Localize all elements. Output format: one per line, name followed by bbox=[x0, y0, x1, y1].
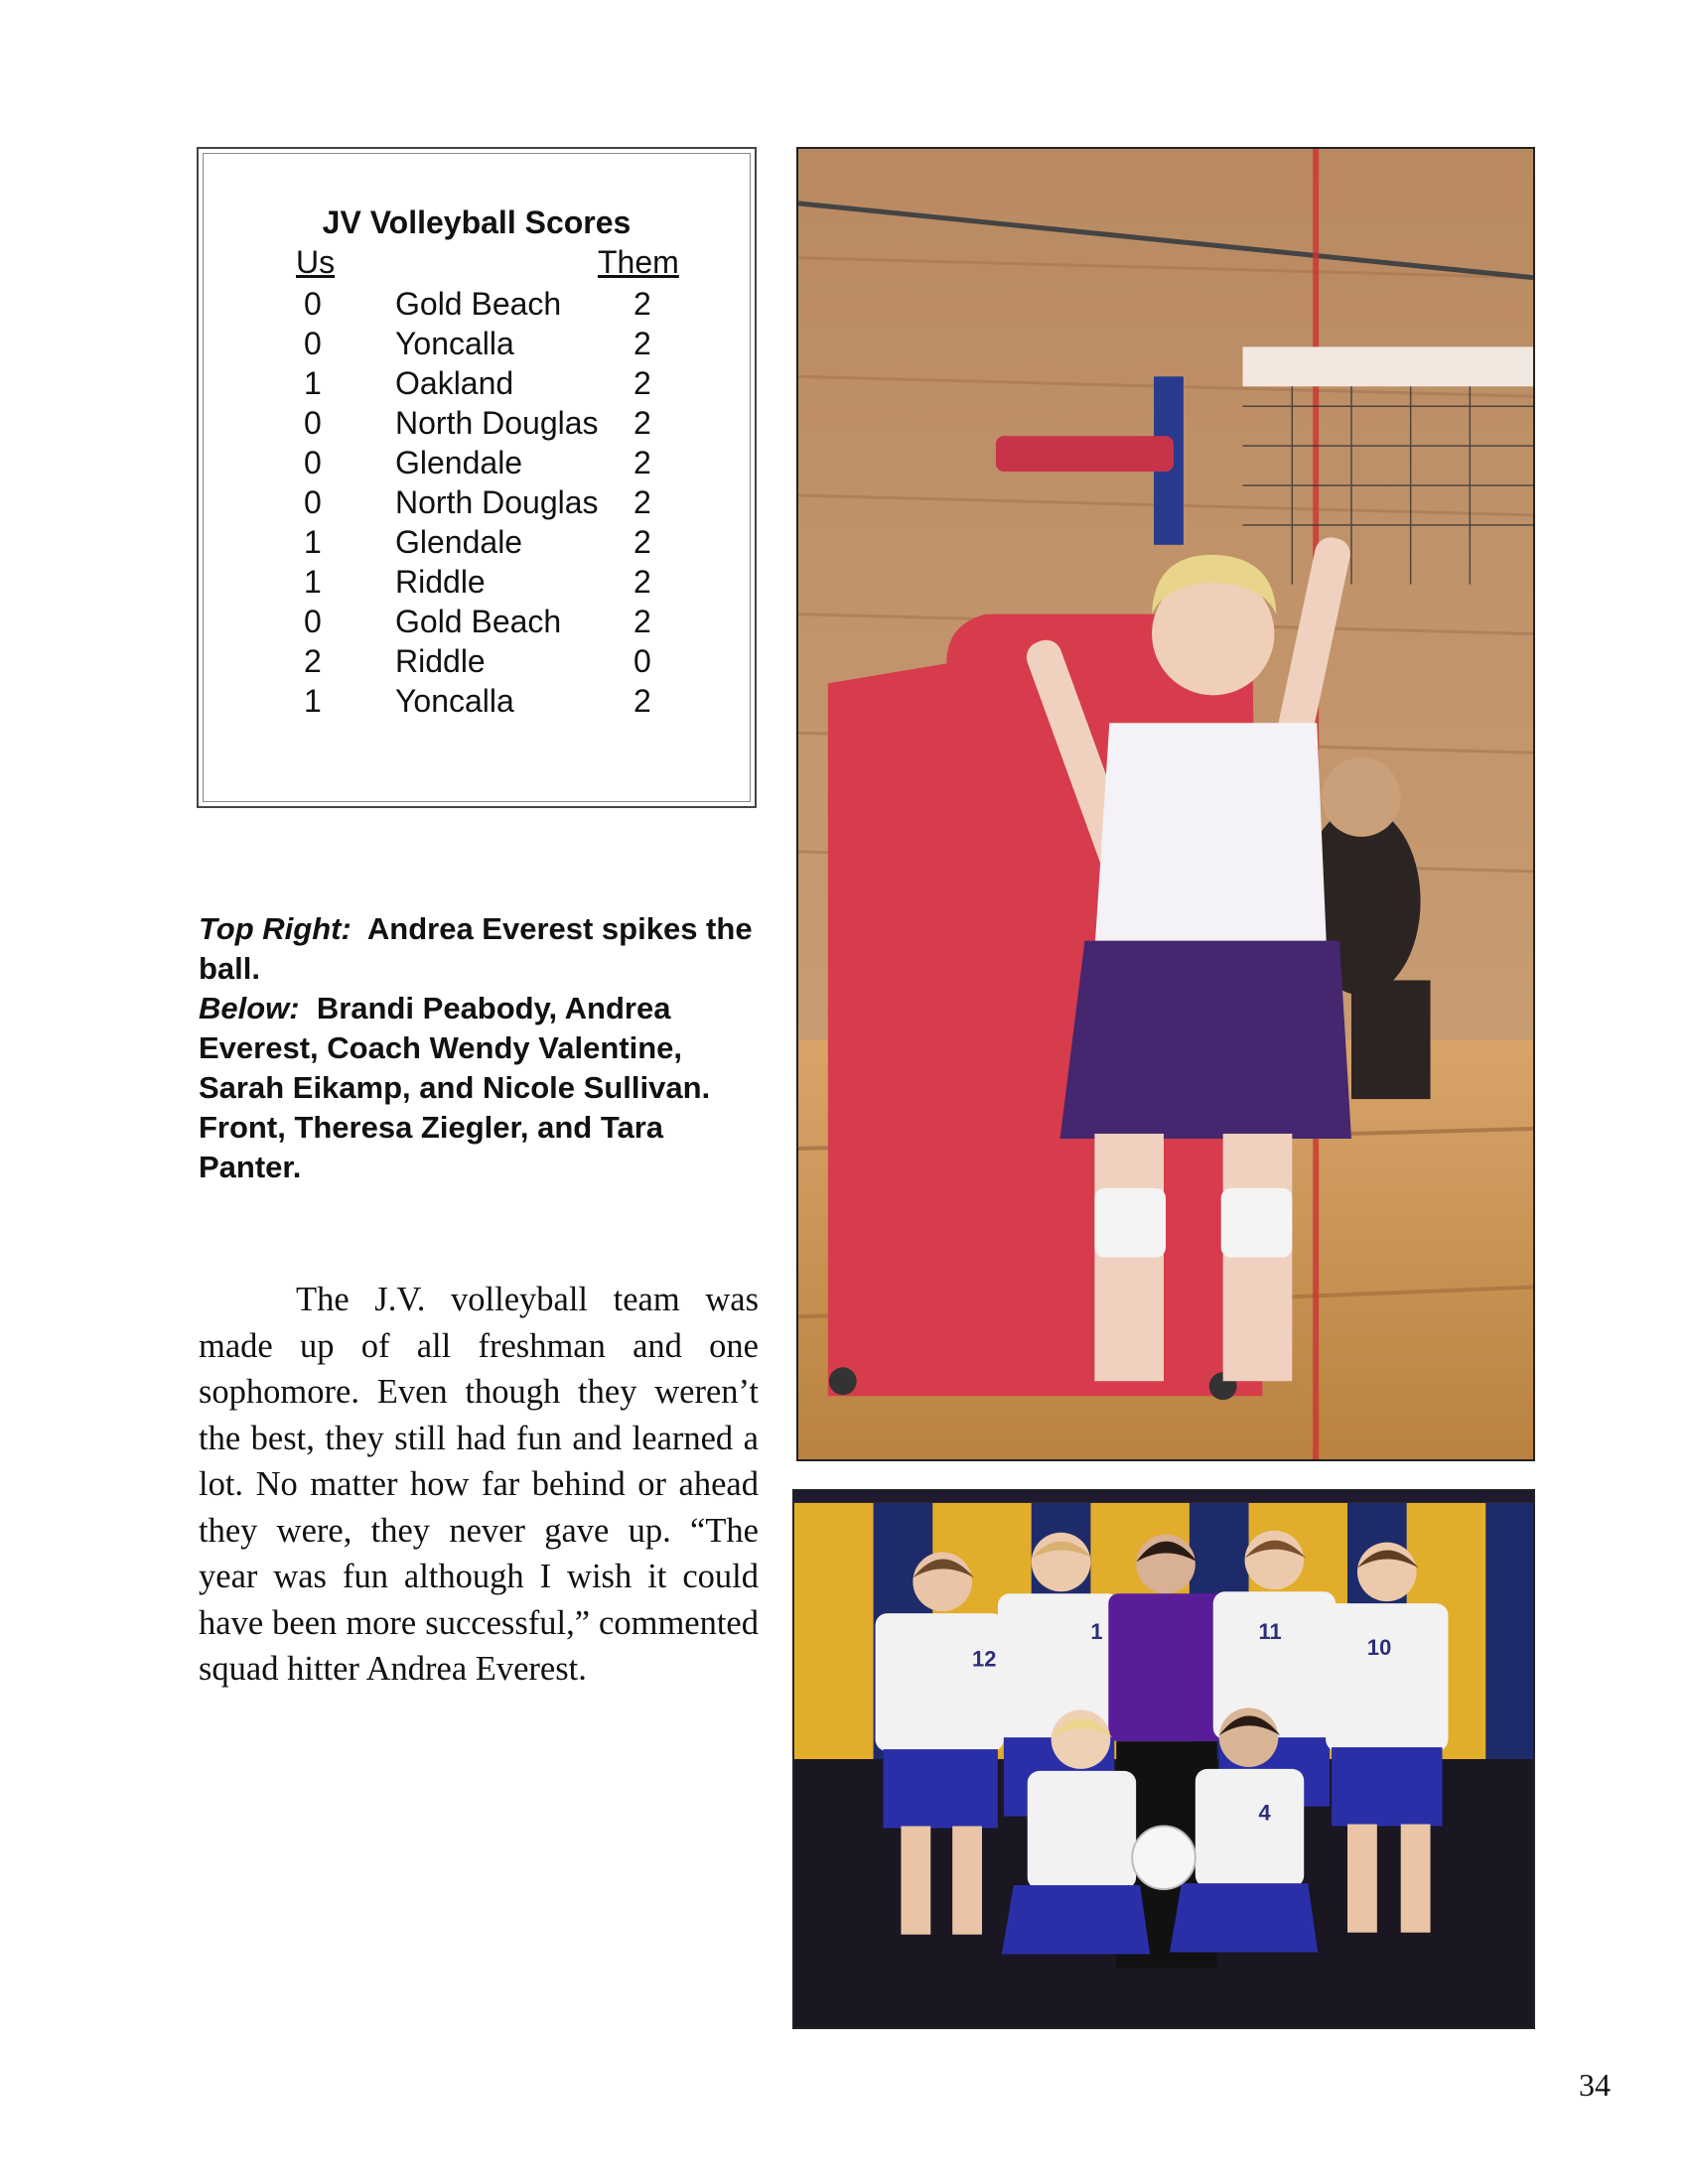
photo-team-illustration bbox=[794, 1491, 1533, 2027]
them-score: 2 bbox=[633, 524, 651, 560]
score-row bbox=[199, 681, 755, 721]
score-row bbox=[199, 403, 755, 443]
us-score: 1 bbox=[304, 564, 322, 600]
volleyball bbox=[1132, 1827, 1196, 1890]
column-header-them: Them bbox=[598, 244, 679, 280]
opponent: Yoncalla bbox=[395, 326, 514, 361]
score-row bbox=[199, 562, 755, 602]
them-score: 2 bbox=[633, 286, 651, 322]
opponent: Gold Beach bbox=[395, 286, 562, 322]
score-row bbox=[199, 443, 755, 482]
score-row bbox=[199, 482, 755, 522]
them-score: 2 bbox=[633, 405, 651, 441]
caption-top-text: Andrea Everest spikes the ball. bbox=[199, 911, 753, 986]
them-score: 2 bbox=[633, 326, 651, 361]
jersey-number: 4 bbox=[1258, 1800, 1271, 1826]
them-score: 2 bbox=[633, 604, 651, 639]
them-score: 2 bbox=[633, 365, 651, 401]
opponent: Oakland bbox=[395, 365, 514, 401]
opponent: North Douglas bbox=[395, 405, 599, 441]
them-score: 2 bbox=[633, 564, 651, 600]
them-score: 2 bbox=[633, 445, 651, 480]
score-row bbox=[199, 284, 755, 324]
us-score: 0 bbox=[304, 405, 322, 441]
opponent: Glendale bbox=[395, 445, 523, 480]
jersey-number: 11 bbox=[1258, 1618, 1282, 1644]
score-row bbox=[199, 363, 755, 403]
page-number: 34 bbox=[1579, 2067, 1611, 2103]
us-score: 0 bbox=[304, 604, 322, 639]
jersey-number: 1 bbox=[1090, 1618, 1103, 1644]
score-row bbox=[199, 641, 755, 681]
column-header-us: Us bbox=[296, 244, 336, 280]
score-row bbox=[199, 324, 755, 363]
us-score: 0 bbox=[304, 286, 322, 322]
them-score: 2 bbox=[633, 484, 651, 520]
caption-top-label: Top Right: bbox=[199, 911, 352, 946]
opponent: Riddle bbox=[395, 643, 486, 679]
score-rows bbox=[199, 284, 755, 721]
them-score: 2 bbox=[633, 683, 651, 719]
story-text: The J.V. volleyball team was made up of all freshman and one sophomore. Even though they weren’t the best, they still had fun and learned a lot. No matter how far behind or ahead they were, they never gave up. “The year was fun although I wish it could have been more successful,” commented squad hitter Andrea Everest. bbox=[199, 1281, 759, 1688]
them-score: 0 bbox=[633, 643, 651, 679]
opponent: Yoncalla bbox=[395, 683, 514, 719]
us-score: 0 bbox=[304, 326, 322, 361]
us-score: 2 bbox=[304, 643, 322, 679]
us-score: 1 bbox=[304, 365, 322, 401]
opponent: Glendale bbox=[395, 524, 523, 560]
photo-spike-illustration bbox=[798, 149, 1533, 1459]
us-score: 0 bbox=[304, 445, 322, 480]
score-row bbox=[199, 522, 755, 562]
scores-box bbox=[197, 147, 757, 808]
opponent: North Douglas bbox=[395, 484, 599, 520]
photo-team bbox=[792, 1489, 1535, 2029]
opponent: Gold Beach bbox=[395, 604, 562, 639]
scores-title: JV Volleyball Scores bbox=[322, 205, 632, 240]
caption-below-text: Brandi Peabody, Andrea Everest, Coach Wendy Valentine, Sarah Eikamp, and Nicole Sullivan. Front, Theresa Ziegler, and Tara Panter. bbox=[199, 991, 711, 1184]
us-score: 1 bbox=[304, 683, 322, 719]
opponent: Riddle bbox=[395, 564, 486, 600]
us-score: 1 bbox=[304, 524, 322, 560]
jersey-number: 10 bbox=[1366, 1634, 1392, 1660]
photo-spike bbox=[796, 147, 1535, 1461]
jersey-number: 12 bbox=[972, 1646, 997, 1672]
us-score: 0 bbox=[304, 484, 322, 520]
caption-below-label: Below: bbox=[199, 991, 300, 1025]
photo-caption bbox=[199, 909, 765, 1187]
score-row bbox=[199, 602, 755, 641]
